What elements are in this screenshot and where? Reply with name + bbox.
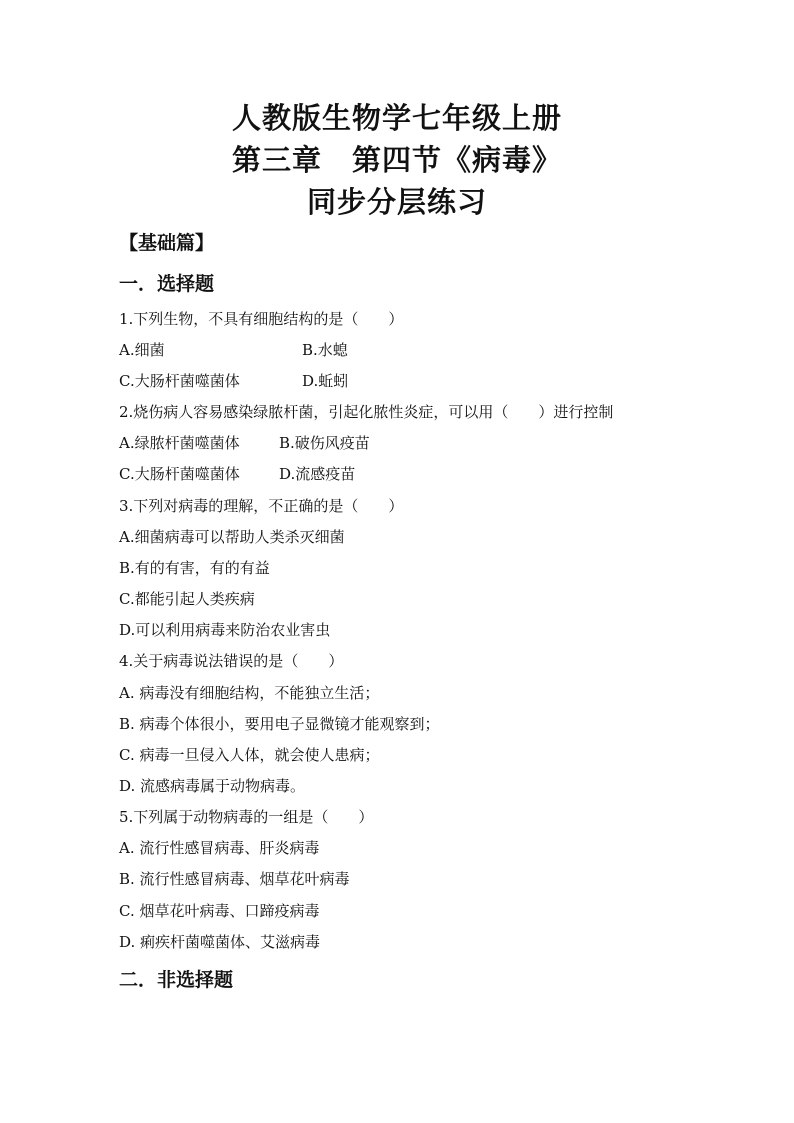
question-1-option-c: C.大肠杆菌噬菌体 [119,372,240,390]
question-3-option-a: A.细菌病毒可以帮助人类杀灭细菌 [119,528,345,546]
title-line-2: 第三章 第四节《病毒》 [231,143,562,177]
question-2-option-d: D.流感疫苗 [279,465,356,483]
question-3-option-d: D.可以利用病毒来防治农业害虫 [119,621,331,639]
question-4-option-d: D. 流感病毒属于动物病毒。 [119,777,306,795]
level-label: 【基础篇】 [119,232,215,254]
question-1-option-d: D.蚯蚓 [302,372,349,390]
question-3-option-c: C.都能引起人类疾病 [119,590,255,608]
question-2-option-a: A.绿脓杆菌噬菌体 [119,434,240,452]
question-4-stem: 4.关于病毒说法错误的是（ ） [119,652,344,670]
question-5-stem: 5.下列属于动物病毒的一组是（ ） [119,808,374,826]
question-3-option-b: B.有的有害，有的有益 [119,559,270,577]
question-1-option-b: B.水螅 [302,341,348,359]
section-2-title: 二．非选择题 [119,969,234,991]
question-3-stem: 3.下列对病毒的理解，不正确的是（ ） [119,497,404,515]
question-2-option-b: B.破伤风疫苗 [279,434,370,452]
question-5-option-d: D. 痢疾杆菌噬菌体、艾滋病毒 [119,933,321,951]
question-1-option-a: A.细菌 [119,341,165,359]
question-1-stem: 1.下列生物，不具有细胞结构的是（ ） [119,310,404,328]
question-2-stem: 2.烧伤病人容易感染绿脓杆菌，引起化脓性炎症，可以用（ ）进行控制 [119,403,614,421]
title-line-1: 人教版生物学七年级上册 [231,101,562,135]
section-1-title: 一．选择题 [119,273,215,295]
question-5-option-b: B. 流行性感冒病毒、烟草花叶病毒 [119,870,350,888]
title-line-3: 同步分层练习 [306,185,487,219]
question-4-option-c: C. 病毒一旦侵入人体，就会使人患病； [119,746,380,764]
question-4-option-b: B. 病毒个体很小，要用电子显微镜才能观察到； [119,715,440,733]
question-5-option-a: A. 流行性感冒病毒、肝炎病毒 [119,839,320,857]
question-4-option-a: A. 病毒没有细胞结构，不能独立生活； [119,684,380,702]
question-5-option-c: C. 烟草花叶病毒、口蹄疫病毒 [119,902,320,920]
question-2-option-c: C.大肠杆菌噬菌体 [119,465,240,483]
